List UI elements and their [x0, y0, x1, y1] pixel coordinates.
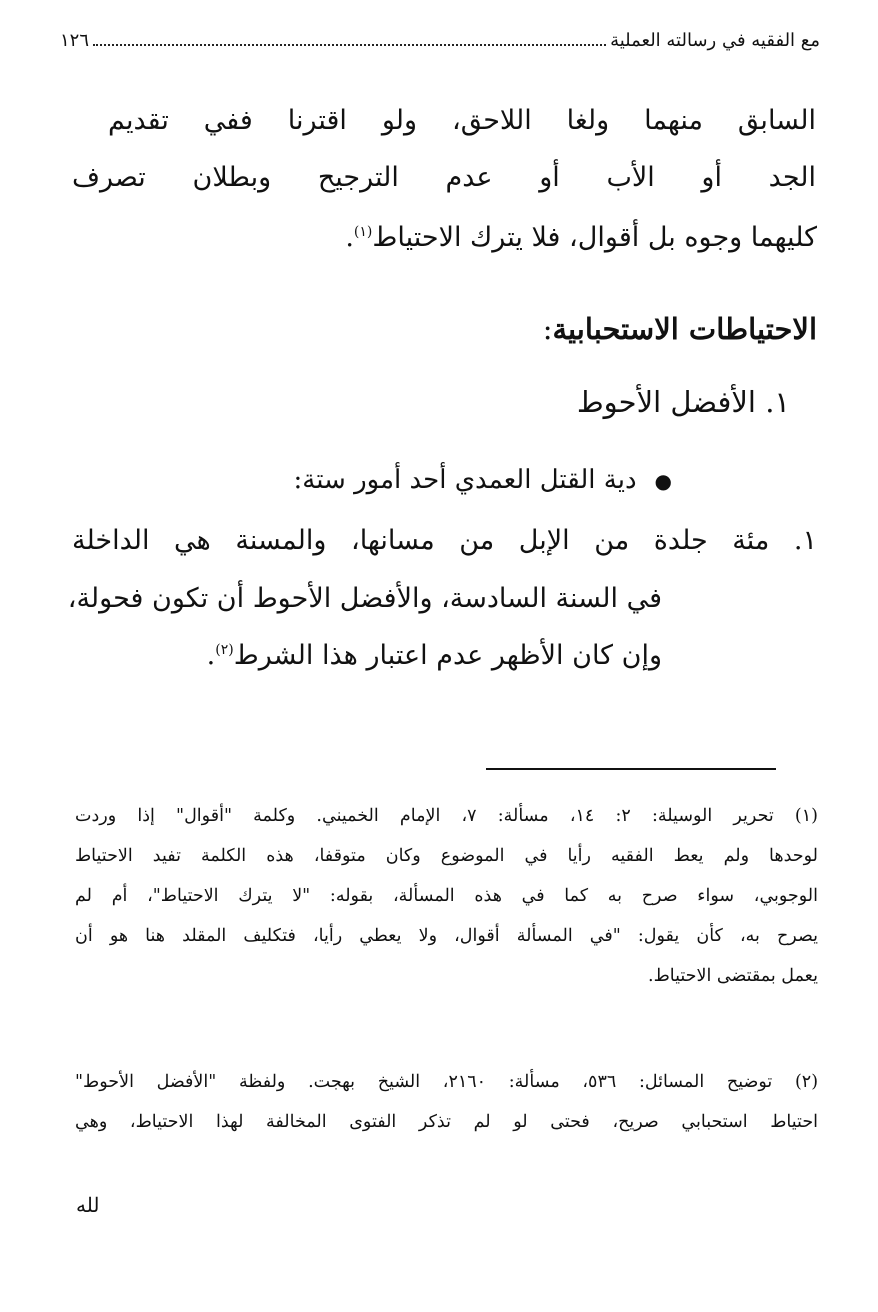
body-line-text: وإن كان الأظهر عدم اعتبار هذا الشرط	[233, 640, 662, 671]
period: .	[206, 640, 216, 671]
period: .	[345, 222, 354, 253]
footnote-line: (١) تحرير الوسيلة: ٢: ١٤، مسألة: ٧، الإمام الخميني. وكلمة "أقوال" إذا وردت	[75, 806, 818, 826]
body-line-text: كليهما وجوه بل أقوال، فلا يترك الاحتياط	[372, 222, 817, 253]
footnote-line: يصرح به، كأن يقول: "في المسألة أقوال، ولا يعطي رأيا، فتكليف المقلد هنا هو أن	[75, 926, 818, 946]
footnote-separator	[486, 768, 776, 770]
running-title: مع الفقيه في رسالته العملية	[610, 30, 820, 51]
body-line: السابق منهما ولغا اللاحق، ولو اقترنا ففي تقديم	[108, 105, 816, 136]
bullet-text: دية القتل العمدي أحد أمور ستة:	[293, 465, 637, 495]
footnote-ref[interactable]: (٢)	[215, 642, 234, 658]
subheading: ١. الأفضل الأحوط	[576, 385, 790, 419]
footnote-line: يعمل بمقتضى الاحتياط.	[648, 966, 818, 986]
colon: :	[542, 312, 553, 346]
section-heading	[72, 312, 817, 346]
footnote-line: (٢) توضيح المسائل: ٥٣٦، مسألة: ٢١٦٠، الشيخ بهجت. ولفظة "الأفضل الأحوط"	[75, 1072, 819, 1092]
page-number: ١٢٦	[60, 30, 90, 51]
footnote-line: لوحدها ولم يعط الفقيه رأيا في الموضوع وكان متوقفا، هذه الكلمة تفيد الاحتياط	[75, 846, 818, 866]
footnote-ref[interactable]: (١)	[353, 224, 373, 240]
body-line	[72, 222, 817, 253]
bullet-icon: ●	[654, 469, 672, 493]
dotted-leader	[93, 44, 606, 46]
body-line	[72, 640, 662, 671]
running-header	[60, 30, 820, 51]
body-line: ١. مئة جلدة من الإبل من مسانها، والمسنة هي الداخلة	[72, 525, 817, 556]
footer-ornament: لله	[76, 1193, 100, 1217]
body-line: الجد أو الأب أو عدم الترجيح وبطلان تصرف	[72, 162, 816, 193]
bullet-item	[72, 465, 672, 495]
footnote-line: الوجوبي، سواء صرح به كما في هذه المسألة، بقوله: "لا يترك الاحتياط"، أم لم	[75, 886, 818, 906]
body-line: في السنة السادسة، والأفضل الأحوط أن تكون فحولة،	[67, 583, 662, 614]
footnote-line: احتياط استحبابي صريح، فحتى لو لم تذكر الفتوى المخالفة لهذا الاحتياط، وهي	[75, 1112, 818, 1132]
section-heading-text: الاحتياطات الاستحبابية	[552, 312, 817, 346]
